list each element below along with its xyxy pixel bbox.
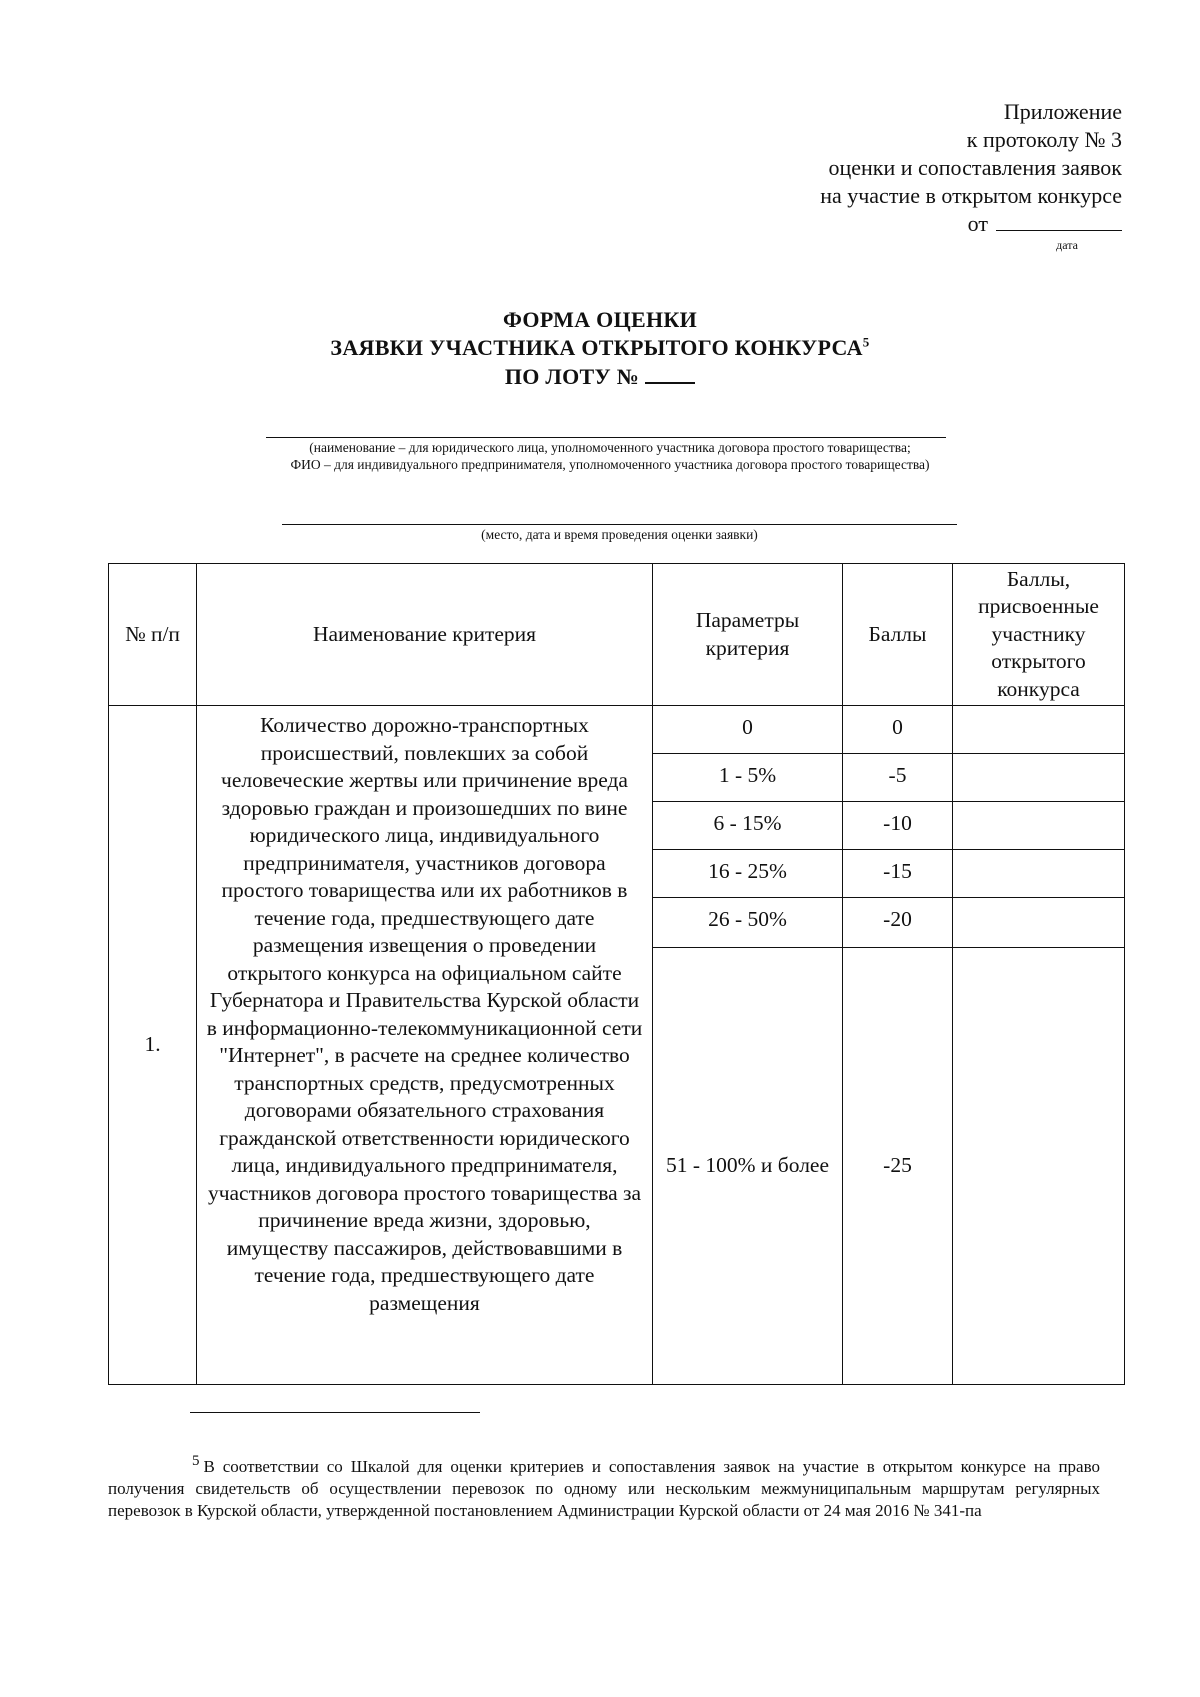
lot-number-blank [645, 362, 695, 384]
footnote-text: В соответствии со Шкалой для оценки критериев и сопоставления заявок на участие в открытом конкурсе на право получения свидетельств об осуществлении перевозок по одному или нескольким межмуниципальным маршрутам регулярных перевозок в Курской области, утвержденной постановлением Администрации Курской области от 24 мая 2016 № 341-па [108, 1457, 1100, 1520]
assigned-score-cell[interactable] [953, 706, 1125, 754]
appendix-line: Приложение [1003, 99, 1122, 124]
participant-caption-line-2: ФИО – для индивидуального предпринимателя, уполномоченного участника договора простого товарищества) [290, 457, 930, 472]
param-value: 51 - 100% и более [653, 948, 843, 1385]
table-row [109, 706, 1125, 754]
appendix-date-row [622, 210, 1122, 238]
header-assigned: Баллы, присвоенные участнику открытого конкурса [953, 564, 1125, 706]
date-prefix: от [967, 211, 988, 236]
score-value: -10 [843, 802, 953, 850]
title-line-2-text: ЗАЯВКИ УЧАСТНИКА ОТКРЫТОГО КОНКУРСА [330, 335, 863, 360]
appendix-line: на участие в открытом конкурсе [820, 183, 1122, 208]
score-value: 0 [843, 706, 953, 754]
param-value: 0 [653, 706, 843, 754]
title-line-2 [240, 334, 960, 362]
assigned-score-cell[interactable] [953, 850, 1125, 898]
score-value: -5 [843, 754, 953, 802]
date-blank-field [996, 210, 1122, 231]
row-number: 1. [109, 706, 197, 1385]
appendix-header [622, 98, 1122, 252]
criterion-name: Количество дорожно-транспортных происшествий, повлекших за собой человеческие жертвы или причинение вреда здоровью граждан и произошедших по вине юридического лица, индивидуального предпринимателя, участников договора простого товарищества или их работников в течение года, предшествующего дате размещения извещения о проведении открытого конкурса на официальном сайте Губернатора и Правительства Курской области в информационно-телекоммуникационной сети "Интернет", в расчете на среднее количество транспортных средств, предусмотренных договорами обязательного страхования гражданской ответственности юридического лица, индивидуального предпринимателя, участников договора простого товарищества за причинение вреда жизни, здоровью, имуществу пассажиров, действовавшими в течение года, предшествующего дате размещения [197, 706, 653, 1385]
footnote-mark: 5 [192, 1453, 200, 1470]
assigned-score-cell[interactable] [953, 948, 1125, 1385]
evaluation-table [108, 563, 1125, 1385]
param-value: 6 - 15% [653, 802, 843, 850]
participant-caption-line-1: (наименование – для юридического лица, уполномоченного участника договора простого товарищества; [309, 440, 911, 455]
place-date-blank [282, 524, 957, 525]
param-value: 16 - 25% [653, 850, 843, 898]
header-score: Баллы [843, 564, 953, 706]
header-num: № п/п [109, 564, 197, 706]
score-value: -15 [843, 850, 953, 898]
form-title [240, 306, 960, 391]
appendix-line: оценки и сопоставления заявок [828, 155, 1122, 180]
title-line-1: ФОРМА ОЦЕНКИ [502, 307, 698, 332]
assigned-score-cell[interactable] [953, 754, 1125, 802]
score-value: -25 [843, 948, 953, 1385]
footnote [108, 1453, 1100, 1522]
place-caption: (место, дата и время проведения оценки заявки) [481, 527, 758, 542]
header-criterion: Наименование критерия [197, 564, 653, 706]
title-line-3 [240, 362, 960, 391]
assigned-score-cell[interactable] [953, 898, 1125, 948]
assigned-score-cell[interactable] [953, 802, 1125, 850]
lot-label: ПО ЛОТУ № [504, 364, 640, 389]
appendix-line: к протоколу № 3 [966, 127, 1122, 152]
header-params: Параметры критерия [653, 564, 843, 706]
score-value: -20 [843, 898, 953, 948]
param-value: 1 - 5% [653, 754, 843, 802]
param-value: 26 - 50% [653, 898, 843, 948]
participant-caption [200, 439, 1020, 473]
date-caption: дата [1056, 238, 1078, 252]
footnote-ref: 5 [862, 334, 870, 350]
participant-name-blank [266, 437, 946, 438]
table-header-row [109, 564, 1125, 706]
footnote-separator [190, 1412, 480, 1413]
